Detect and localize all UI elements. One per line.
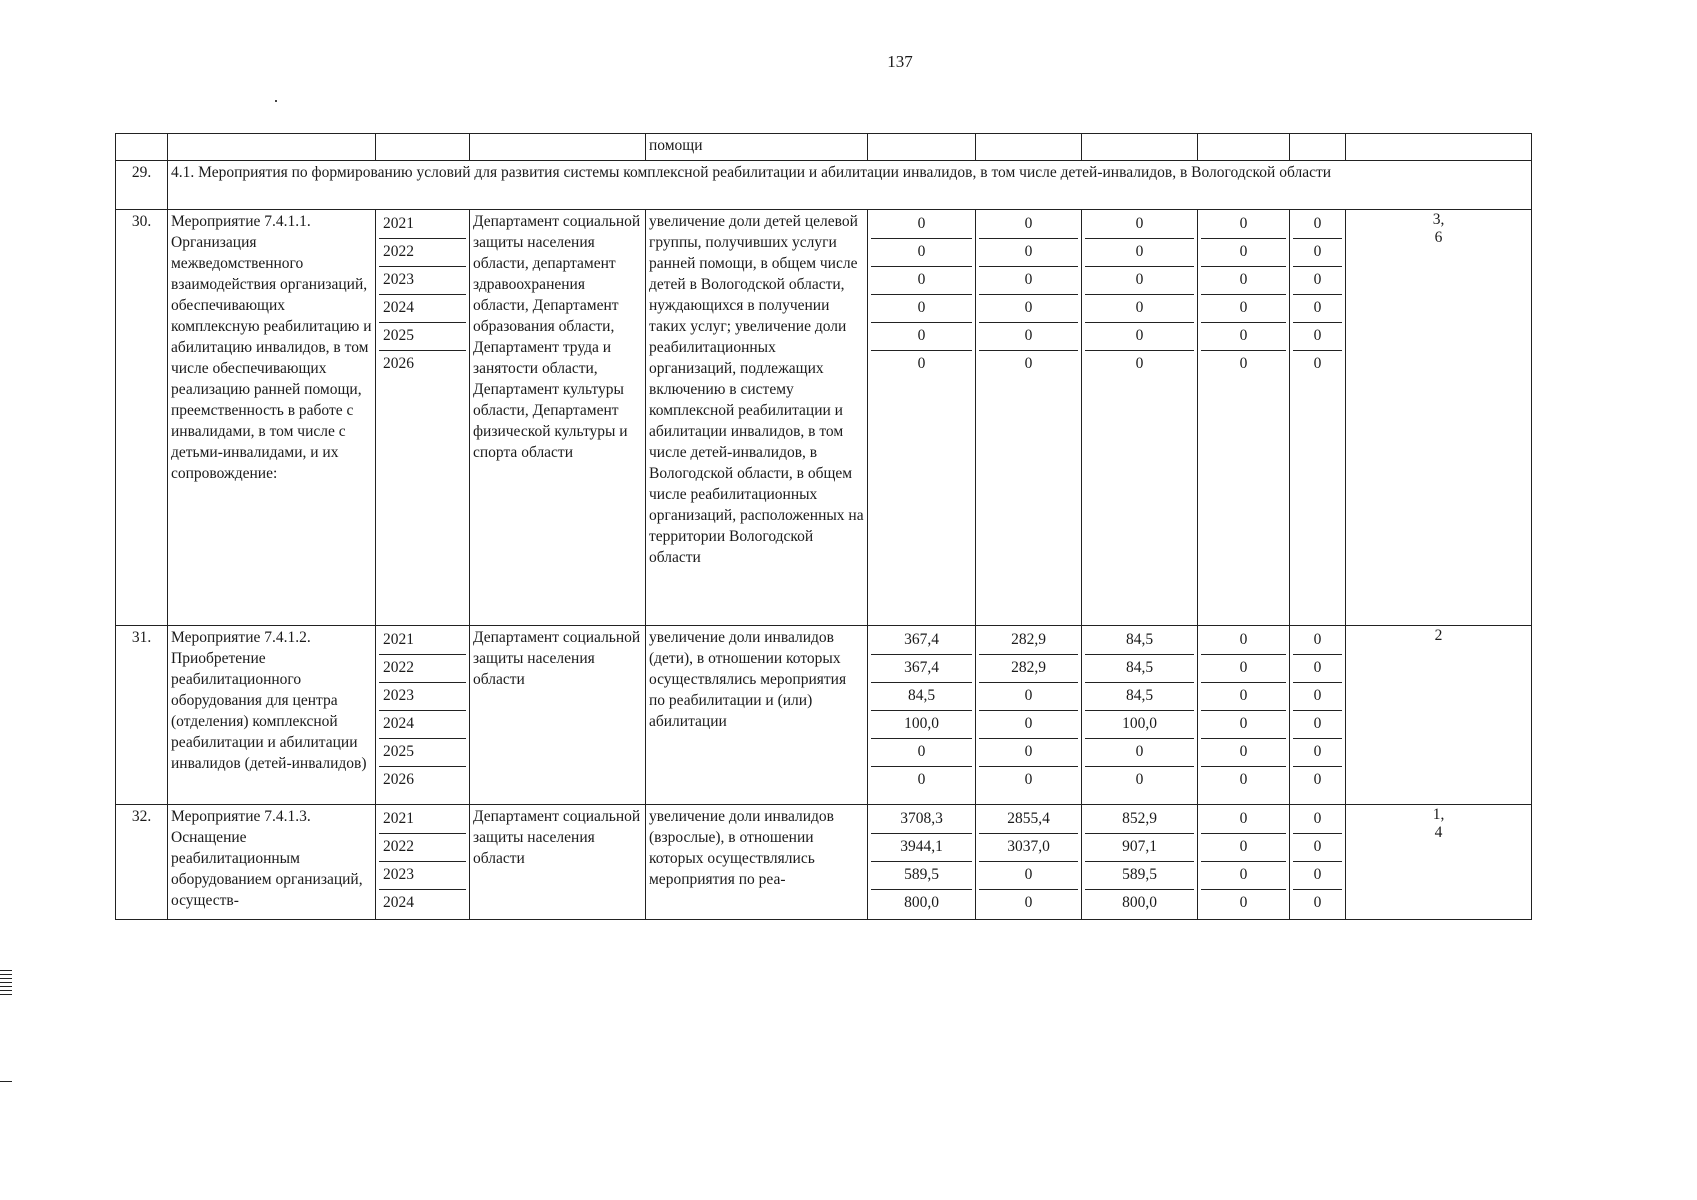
scan-artifact [275,100,277,102]
local-value: 0 [1239,771,1248,788]
executor: Департамент социальной защиты населения области [470,805,646,920]
regional-value: 0 [1085,239,1194,267]
local-value: 0 [1201,739,1286,767]
local-value: 0 [1201,267,1286,295]
local-value: 0 [1201,862,1286,890]
year: 2024 [379,295,466,323]
years-cell [376,210,470,626]
year: 2024 [383,894,414,911]
other-value: 0 [1293,862,1342,890]
regional-value: 0 [1085,211,1194,239]
other-value: 0 [1293,211,1342,239]
indicator-number: 1, [1432,806,1445,823]
regional-cell [1082,805,1198,920]
continuation-row [116,134,1532,161]
total-value: 0 [871,211,972,239]
federal-cell [976,805,1082,920]
regional-value: 84,5 [1085,683,1194,711]
local-value: 0 [1201,211,1286,239]
federal-value: 0 [979,683,1078,711]
total-value: 0 [917,771,926,788]
regional-value: 84,5 [1085,655,1194,683]
total-value: 0 [871,239,972,267]
regional-value: 852,9 [1085,806,1194,834]
federal-value: 2855,4 [979,806,1078,834]
table-row [116,210,1532,626]
year: 2023 [379,683,466,711]
row-number: 32. [116,805,168,920]
other-value: 0 [1293,683,1342,711]
local-value: 0 [1201,711,1286,739]
regional-value: 0 [1085,739,1194,767]
local-value: 0 [1201,239,1286,267]
federal-value: 0 [979,739,1078,767]
indicator-numbers [1346,805,1532,920]
total-value: 100,0 [871,711,972,739]
local-value: 0 [1239,355,1248,372]
total-cell [868,626,976,805]
regional-cell [1082,210,1198,626]
total-value: 3708,3 [871,806,972,834]
indicator-numbers [1346,210,1532,626]
other-value: 0 [1293,711,1342,739]
regional-value: 0 [1135,355,1144,372]
federal-value: 0 [979,211,1078,239]
local-cell [1198,210,1290,626]
regional-value: 100,0 [1085,711,1194,739]
total-value: 0 [917,355,926,372]
federal-value: 0 [979,239,1078,267]
indicator-numbers [1346,626,1532,805]
indicator-number: 6 [1434,229,1443,246]
year: 2025 [379,739,466,767]
local-value: 0 [1239,894,1248,911]
federal-value: 0 [979,295,1078,323]
table-row [116,805,1532,920]
year: 2025 [379,323,466,351]
federal-value: 0 [1024,355,1033,372]
total-value: 800,0 [904,894,939,911]
executor: Департамент социальной защиты населения области [470,626,646,805]
other-value: 0 [1293,267,1342,295]
year: 2022 [379,655,466,683]
federal-value: 0 [979,862,1078,890]
total-value: 0 [871,323,972,351]
other-value: 0 [1293,739,1342,767]
measure-name: Мероприятие 7.4.1.2. Приобретение реабилитационного оборудования для центра (отделения) комплексной реабилитации и абилитации инвалидов (детей-инвалидов) [168,626,376,805]
other-cell [1290,805,1346,920]
indicator-number: 4 [1434,824,1443,841]
federal-cell [976,210,1082,626]
target-fragment: помощи [646,134,868,161]
federal-cell [976,626,1082,805]
regional-value: 84,5 [1085,627,1194,655]
page-number: 137 [887,52,913,71]
row-number: 31. [116,626,168,805]
total-value: 0 [871,739,972,767]
regional-value: 0 [1135,771,1144,788]
local-value: 0 [1201,655,1286,683]
total-value: 0 [871,295,972,323]
year: 2024 [379,711,466,739]
target-indicator-text: увеличение доли инвалидов (дети), в отношении которых осуществлялись мероприятия по реабилитации и (или) абилитации [646,626,868,805]
indicator-number: 3, [1432,211,1445,228]
federal-value: 282,9 [979,655,1078,683]
total-value: 367,4 [871,627,972,655]
other-value: 0 [1313,771,1322,788]
other-value: 0 [1293,655,1342,683]
local-value: 0 [1201,295,1286,323]
section-title: 4.1. Мероприятия по формированию условий для развития системы комплексной реабилитации и абилитации инвалидов, в том числе детей-инвалидов, в Вологодской области [168,161,1532,210]
section-row [116,161,1532,210]
regional-value: 800,0 [1122,894,1157,911]
row-number: 30. [116,210,168,626]
row-number: 29. [116,161,168,210]
executor: Департамент социальной защиты населения области, департамент здравоохранения области, Департамент образования области, Департамент труда и занятости области, Департамент культуры области, Департамент физической культуры и спорта области [470,210,646,626]
regional-value: 0 [1085,295,1194,323]
year: 2023 [379,862,466,890]
other-value: 0 [1293,834,1342,862]
total-value: 84,5 [871,683,972,711]
year: 2022 [379,834,466,862]
years-cell [376,626,470,805]
local-value: 0 [1201,806,1286,834]
year: 2021 [379,211,466,239]
regional-value: 0 [1085,267,1194,295]
other-value: 0 [1293,295,1342,323]
local-cell [1198,805,1290,920]
other-cell [1290,210,1346,626]
other-value: 0 [1293,806,1342,834]
other-value: 0 [1293,323,1342,351]
year: 2023 [379,267,466,295]
measure-name: Мероприятие 7.4.1.1. Организация межведомственного взаимодействия организаций, обеспечивающих комплексную реабилитацию и абилитацию инвалидов, в том числе обеспечивающих реализацию ранней помощи, преемственность в работе с инвалидами, в том числе с детьми-инвалидами, и их сопровождение: [168,210,376,626]
total-cell [868,210,976,626]
scan-edge-marks [0,970,12,1085]
other-cell [1290,626,1346,805]
years-cell [376,805,470,920]
measure-name: Мероприятие 7.4.1.3. Оснащение реабилитационным оборудованием организаций, осуществ- [168,805,376,920]
year: 2021 [379,627,466,655]
federal-value: 0 [1024,771,1033,788]
local-value: 0 [1201,834,1286,862]
indicator-number: 2 [1434,627,1443,644]
federal-value: 282,9 [979,627,1078,655]
federal-value: 0 [1024,894,1033,911]
federal-value: 0 [979,323,1078,351]
federal-value: 0 [979,711,1078,739]
total-value: 0 [871,267,972,295]
table-row [116,626,1532,805]
other-value: 0 [1313,355,1322,372]
total-value: 589,5 [871,862,972,890]
federal-value: 0 [979,267,1078,295]
local-value: 0 [1201,683,1286,711]
federal-value: 3037,0 [979,834,1078,862]
target-indicator-text: увеличение доли инвалидов (взрослые), в отношении которых осуществлялись мероприятия по реа- [646,805,868,920]
other-value: 0 [1313,894,1322,911]
year: 2026 [383,771,414,788]
local-value: 0 [1201,627,1286,655]
local-cell [1198,626,1290,805]
year: 2021 [379,806,466,834]
total-cell [868,805,976,920]
target-indicator-text: увеличение доли детей целевой группы, получивших услуги ранней помощи, в общем числе детей в Вологодской области, нуждающихся в получении таких услуг; увеличение доли реабилитационных организаций, подлежащих включению в систему комплексной реабилитации и абилитации инвалидов, в том числе детей-инвалидов, в Вологодской области, в общем числе реабилитационных организаций, расположенных на территории Вологодской области [646,210,868,626]
year: 2026 [383,355,414,372]
program-measures-table [115,133,1532,920]
other-value: 0 [1293,239,1342,267]
other-value: 0 [1293,627,1342,655]
total-value: 367,4 [871,655,972,683]
regional-cell [1082,626,1198,805]
regional-value: 0 [1085,323,1194,351]
local-value: 0 [1201,323,1286,351]
total-value: 3944,1 [871,834,972,862]
regional-value: 907,1 [1085,834,1194,862]
regional-value: 589,5 [1085,862,1194,890]
year: 2022 [379,239,466,267]
